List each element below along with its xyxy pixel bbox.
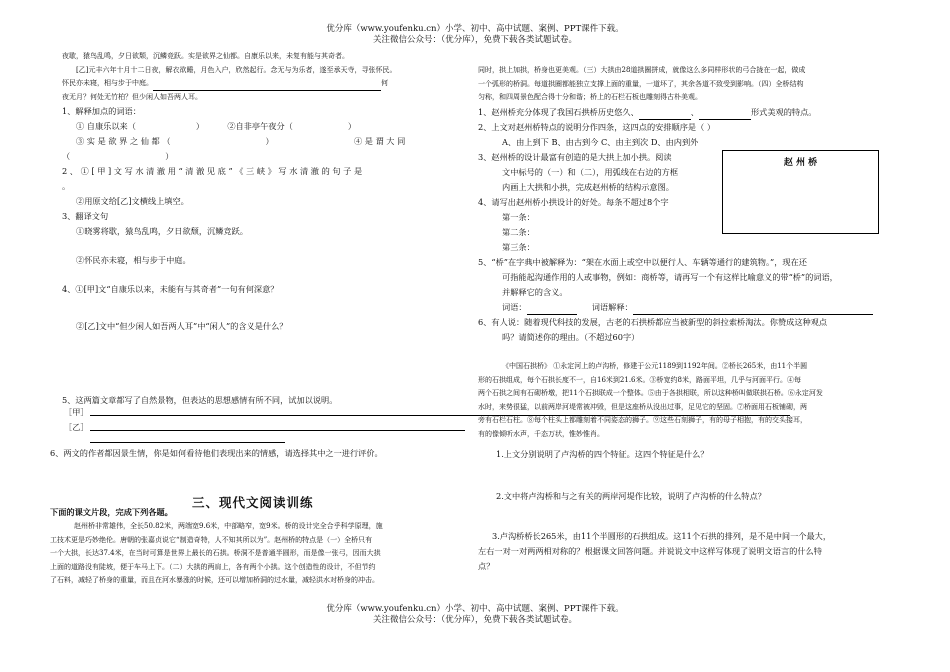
fill-blank-line[interactable] [153, 80, 381, 91]
question-4: 4、①[甲]文“自康乐以来，未能有与其奇者”一句有何深意？ [62, 284, 279, 294]
word-blank[interactable] [527, 304, 577, 315]
zhaozhou-cont-2: 一个弧形的桥洞。每道拱圈都能独立支撑上面的重量，一道坏了，其余各道不致受到影响。（四）全桥结构 [478, 79, 804, 88]
question-2-end: 。 [62, 181, 71, 191]
lugou-line-1: 《中国石拱桥》 ①永定河上的卢沟桥，修建于公元1189到1192年间。②桥长265米，由11个半圆 [502, 362, 808, 370]
lugou-line-4: 水时，来势很猛，以前两岸河堤常被冲毁，但是这座桥从没出过事，足见它的坚固。⑦桥面用石板铺砌，两 [478, 402, 807, 411]
lugou-passage [478, 360, 898, 441]
lugou-question-3-c: 点？ [478, 561, 495, 571]
answer-yi-line[interactable] [90, 430, 465, 431]
zhaozhou-passage-2: 工技术更是巧妙绝伦。唐朝的张嘉贞说它“制造奇特，人不知其所以为”。赵州桥的特点是（一）全桥只有 [50, 535, 373, 544]
zq-5: 5、“桥”在字典中被解释为：“架在水面上或空中以便行人、车辆等通行的建筑物。”，现在还 [478, 256, 807, 267]
question-6-block [50, 446, 470, 461]
section-3-instruction: 下面的课文片段，完成下列各题。 [50, 507, 173, 517]
question-3-a: ①晓雾将歇，猿鸟乱鸣，夕日欲颓，沉鳞竞跃。 [76, 226, 248, 236]
passage-yi-line-3: 夜无月？何处无竹柏？但少闲人如吾两人耳。 [62, 92, 202, 101]
lugou-q1-block [496, 447, 906, 462]
footer-line-1: 优分库（www.youfenku.cn）小学、初中、高中试题、案例、PPT课件下载。 [326, 604, 624, 614]
zq-1-blank-1[interactable] [639, 109, 691, 120]
zq-2: 2、上文对赵州桥特点的说明分作四条，这四点的安排顺序是（ ） [478, 121, 716, 132]
lugou-line-5: 旁有石栏石柱。⑧每个柱头上都雕刻着不同姿态的狮子。⑨这些石刻狮子，有的母子相抱，有的交头接耳， [478, 416, 807, 424]
zq-6: 6、有人说：随着现代科技的发展，古老的石拱桥都应当被新型的斜拉索桥淘汰。你赞成这种观点 [478, 316, 828, 327]
passage-yi-line-2: 怀民亦未寝，相与步于中庭。 何 [62, 77, 472, 91]
zhaozhou-passage-3: 一个大拱，长达37.4米，在当时可算是世界上最长的石拱。桥洞不是普通半圆形，而是像一张弓，因而大拱 [50, 549, 381, 557]
zq-4-c: 第三条： [502, 241, 535, 252]
lugou-question-3-b: 左右一对一对两两相对称的？根据课文回答问题。并说说文中这样写体现了说明文语言的什么特 [478, 546, 822, 556]
header-line-2: 关注微信公众号：（优分库），免费下载各类试题试卷。 [372, 35, 577, 45]
header-line-1: 优分库（www.youfenku.cn）小学、初中、高中试题、案例、PPT课件下载。 [326, 24, 624, 34]
zq-5-b: 可指能起沟通作用的人或事物，例如：商桥等，请再写一个有这样比喻意义的带“桥”的词语， [502, 271, 838, 282]
lugou-q2-block [496, 489, 906, 504]
zq-1-blank-2[interactable] [699, 109, 751, 120]
question-1-row-2: ③ 实 是 欲 界 之 仙 都 （ ） ④ 是 谓 大 同 [76, 136, 406, 146]
explanation-blank[interactable] [633, 304, 873, 315]
zq-3-b: 文中标号的（一）和（二），用弧线在右边的方框 [502, 166, 679, 177]
question-1-row-3: （ ） [62, 151, 174, 161]
passage-yi-line-1: [乙]元丰六年十月十二日夜，解衣欲睡，月色入户，欣然起行。念无与为乐者，遂至承天寺，寻张怀民。 [76, 65, 397, 74]
question-5-block [62, 393, 472, 408]
section-3-title: 三、现代文阅读训练 [192, 495, 314, 510]
bridge-diagram-title: 赵 州 桥 [783, 158, 818, 168]
question-2: 2 、 ① [ 甲 ] 文 写 水 清 澈 用 “ 清 澈 见 底 ” 《 三 峡 》 写 水 清 澈 的 句 子 是 [62, 166, 363, 176]
answer-jia-label: ［甲］ [64, 407, 89, 417]
zhaozhou-cont-1: 同时，拱上加拱，桥身也更美观。（三）大拱由28道拱圈拼成，就像这么多同样形状的弓合拢在一起，做成 [478, 66, 806, 74]
question-1-row-1: ① 自康乐以来（ ） ②自非亭午夜分（ ） [76, 121, 357, 131]
zq-3: 3、赵州桥的设计最富有创造的是大拱上加小拱。阅读 [478, 151, 672, 162]
zhaozhou-passage-5: 了石料，减轻了桥身的重量，而且在河水暴涨的时候，还可以增加桥洞的过水量，减轻洪水对桥身的冲击。 [50, 576, 379, 584]
zq-6-b: 吗？请简述你的理由。（不超过60字） [502, 331, 640, 342]
page-header [0, 24, 950, 46]
lugou-question-1: 1.上文分别说明了卢沟桥的四个特征。这四个特征是什么？ [496, 449, 709, 459]
page-footer [0, 604, 950, 626]
zq-5-c: 并解释它的含义。 [502, 286, 568, 297]
zq-4: 4、请写出赵州桥小拱设计的好处。每条不超过8个字 [478, 196, 669, 207]
lugou-line-6: 有的像倾听水声，千态万状，惟妙惟肖。 [478, 429, 604, 438]
question-3-b: ②怀民亦未寝，相与步于中庭。 [76, 255, 191, 265]
lugou-line-2: 形的石拱组成，每个石拱长度不一，自16米到21.6米。③桥宽约8米，路面平坦，几乎与河面平行。④每 [478, 375, 801, 384]
zhaozhou-passage-1: 赵州桥非常雄伟，全长50.82米，两端宽9.6米，中部略窄，宽9米。桥的设计完全合乎科学原理，施 [74, 522, 383, 530]
lugou-line-3: 两个石拱之间有石砌桥墩，把11个石拱联成一个整体。⑤由于各拱相联，所以这种桥叫做联拱石桥。⑥永定河发 [478, 389, 823, 397]
question-2-b: ②用原文给[乙]文横线上填空。 [76, 196, 189, 206]
question-6: 6、两文的作者都因景生情，你是如何看待他们表现出来的情感，请选择其中之一进行评价。 [50, 448, 383, 458]
bridge-diagram-box[interactable] [722, 150, 879, 234]
answer-yi-label: ［乙］ [64, 422, 89, 432]
left-column [62, 50, 472, 334]
question-4-b: ②[乙]文中“但少闲人如吾两人耳”中“闲人”的含义是什么？ [76, 321, 288, 331]
answer-yi-line-2[interactable] [90, 442, 285, 443]
question-3: 3、翻译文句 [62, 211, 109, 221]
zq-4-a: 第一条： [502, 211, 535, 222]
zq-4-b: 第二条： [502, 226, 535, 237]
zq-2-options: A、由上到下 B、由古到今 C、由主到次 D、由内到外 [502, 136, 699, 147]
zhaozhou-passage-4: 上面的道路没有陡坡，便于车马上下。（二）大拱的两肩上，各有两个小拱。这个创造性的设计，不但节约 [50, 562, 376, 571]
question-1: 1、解释加点的词语： [62, 106, 141, 116]
zhaozhou-cont-3: 匀称，和四周景色配合得十分和谐；桥上的石栏石板也雕刻得古朴美观。 [478, 93, 702, 101]
question-5: 5、这两篇文章都写了自然景物，但表达的思想感情有所不同，试加以说明。 [62, 395, 338, 405]
footer-line-2: 关注微信公众号：（优分库），免费下载各类试题试卷。 [372, 615, 577, 625]
lugou-question-3-a: 3.卢沟桥桥长265米，由11个半圆形的石拱组成。这11个石拱的排列，是不是中间一个最大， [492, 531, 832, 541]
passage-jia-end: 夜歇，猿鸟乱鸣，夕日欲颓，沉鳞竞跃。实是欲界之仙都。自康乐以来，未复有能与其奇者。 [62, 52, 349, 60]
zq-5-d: 词语： 词语解释： [478, 300, 898, 315]
zq-1: 1、赵州桥充分体现了我国石拱桥历史悠久、 、 形式美观的特点。 [478, 105, 898, 120]
section-3-body [50, 505, 475, 588]
lugou-q3-block [478, 529, 903, 574]
zq-3-c: 内画上大拱和小拱，完成赵州桥的结构示意图。 [502, 181, 674, 192]
lugou-question-2: 2.文中将卢沟桥和与之有关的两岸河堤作比较，说明了卢沟桥的什么特点？ [496, 491, 766, 501]
